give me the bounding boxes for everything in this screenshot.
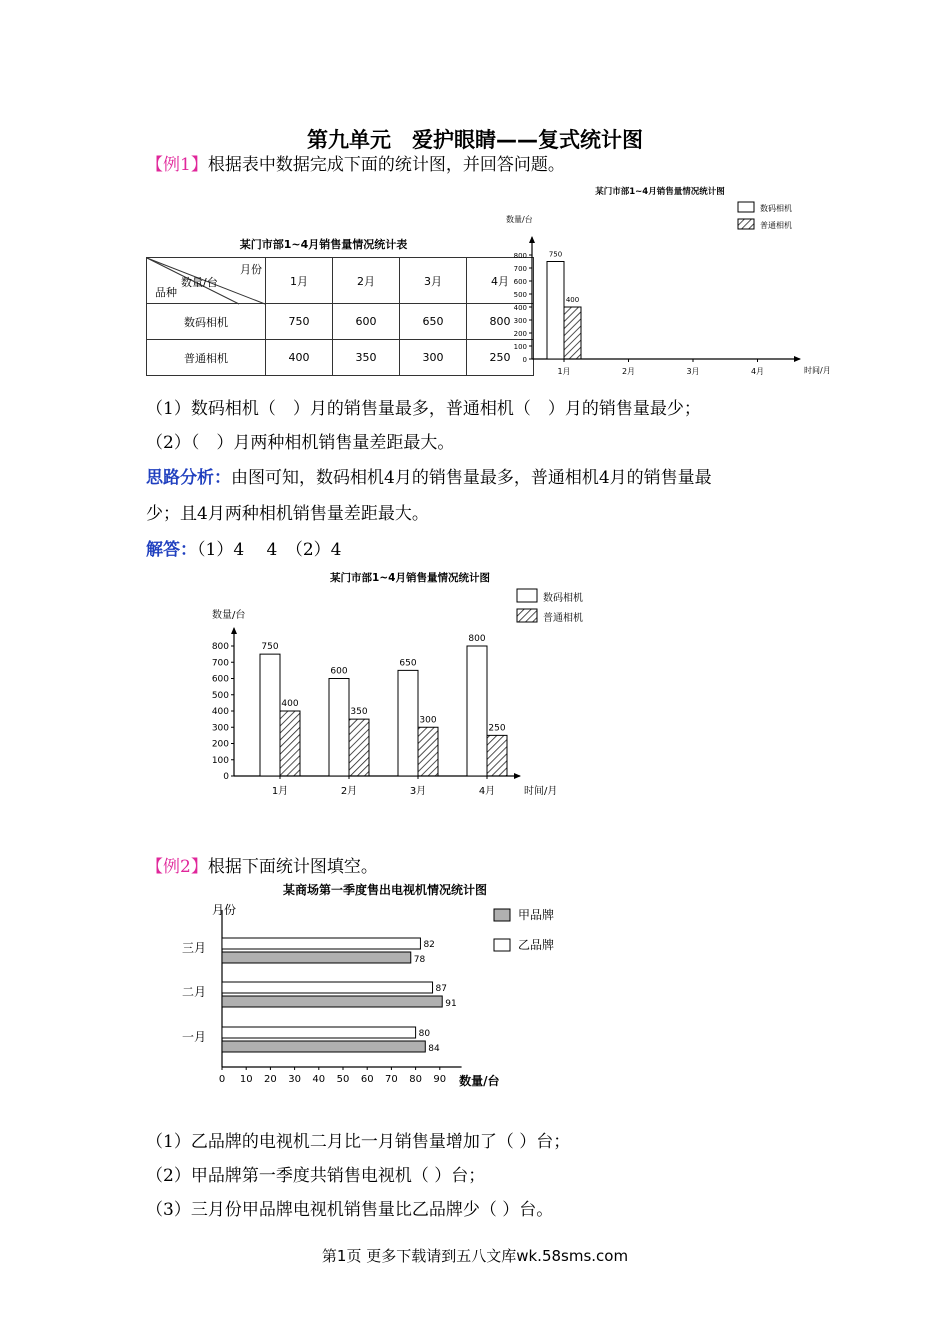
data-label: 84 [428, 1044, 440, 1054]
answer-text: （1）4 4 （2）4 [197, 540, 342, 560]
y-tick-label: 200 [211, 739, 229, 750]
y-axis-label: 数量/台 [212, 610, 246, 621]
analysis-text-2: 少；且4月两种相机销售量差距最大。 [146, 504, 429, 524]
y-tick-label: 0 [522, 356, 527, 364]
bar-jia [222, 996, 442, 1007]
corner-quantity: 数量/台 [181, 276, 218, 289]
data-label: 87 [435, 984, 447, 994]
chart-complete-bar [200, 565, 620, 805]
chart-title: 某商场第一季度售出电视机情况统计图 [282, 883, 488, 897]
data-label: 650 [399, 658, 417, 669]
x-tick-label: 50 [336, 1074, 350, 1085]
bar-normal [349, 719, 369, 776]
example1-tag: 【例1】 [146, 155, 208, 175]
x-tick-label: 40 [312, 1074, 326, 1085]
bar-digital [467, 646, 487, 776]
data-label: 78 [413, 955, 426, 965]
table-caption: 某门市部1~4月销售量情况统计表 [239, 238, 408, 251]
table-cell: 800 [467, 304, 534, 340]
page-footer: 第1页 更多下载请到五八文库wk.58sms.com [321, 1247, 629, 1265]
x-tick-label: 80 [409, 1074, 422, 1085]
y-tick-label: 0 [223, 772, 229, 782]
bar-yi [222, 982, 433, 993]
table-cell: 350 [333, 340, 400, 376]
x-tick-label: 1月 [271, 786, 289, 797]
table-cell: 400 [266, 340, 333, 376]
x-tick-label: 4月 [478, 786, 496, 797]
example2-prompt [146, 852, 378, 877]
y-tick-label: 700 [513, 265, 527, 273]
data-label: 400 [281, 699, 299, 709]
y-tick-label: 500 [513, 291, 527, 299]
x-tick-label: 4月 [750, 367, 765, 376]
x-tick-label: 70 [385, 1074, 398, 1085]
answer-label: 解答： [146, 540, 197, 560]
x-tick-label: 1月 [557, 367, 571, 376]
bar-digital [547, 262, 564, 360]
x-axis-arrow [514, 773, 521, 779]
y-tick-label: 600 [513, 278, 527, 286]
x-tick-label: 3月 [686, 367, 700, 376]
y-tick-label: 二月 [181, 985, 206, 999]
bar-normal [487, 735, 507, 776]
answer-line [146, 535, 341, 560]
bar-jia [222, 1041, 425, 1052]
bar-normal [564, 307, 581, 359]
legend-swatch-digital [517, 589, 537, 602]
x-tick-label: 3月 [409, 786, 427, 797]
x-tick-label: 90 [433, 1074, 447, 1085]
legend-label: 乙品牌 [518, 938, 555, 952]
x-axis-label: 时间/月 [804, 366, 831, 375]
legend-swatch-yi [494, 939, 510, 951]
table-row [147, 304, 534, 340]
x-axis-label: 数量/台 [459, 1074, 500, 1088]
y-tick-label: 300 [513, 317, 527, 325]
legend-label: 甲品牌 [518, 908, 555, 922]
legend-swatch-normal [738, 219, 754, 229]
table-cell: 600 [333, 304, 400, 340]
x-axis-label: 时间/月 [524, 786, 558, 797]
y-tick-label: 800 [513, 252, 527, 260]
legend-label: 普通相机 [760, 221, 792, 230]
legend-swatch-digital [738, 202, 754, 212]
analysis-label: 思路分析： [146, 468, 231, 488]
data-label: 600 [330, 666, 348, 677]
bar-normal [418, 727, 438, 776]
data-label: 250 [488, 723, 506, 734]
example1-question-1: （1）数码相机（ ）月的销售量最多，普通相机（ ）月的销售量最少； [146, 399, 701, 419]
y-tick-label: 500 [211, 690, 229, 701]
example2-text: 根据下面统计图填空。 [207, 857, 378, 877]
chart-partial-bar [500, 180, 831, 380]
x-axis-arrow [794, 356, 801, 362]
legend-label: 普通相机 [543, 613, 583, 624]
row-label: 普通相机 [147, 340, 266, 376]
chart-title: 某门市部1~4月销售量情况统计图 [330, 572, 490, 584]
data-label: 80 [418, 1029, 431, 1039]
y-tick-label: 200 [513, 330, 527, 338]
data-label: 350 [350, 707, 368, 718]
y-tick-label: 100 [513, 343, 527, 351]
table-header: 4月 [467, 258, 534, 304]
y-tick-label: 一月 [181, 1030, 206, 1044]
example1-prompt [146, 150, 565, 175]
x-tick-label: 2月 [340, 786, 358, 797]
y-tick-label: 600 [211, 674, 229, 685]
data-label: 750 [548, 250, 563, 259]
example2-question-1: （1）乙品牌的电视机二月比一月销售量增加了（ ）台； [146, 1132, 571, 1152]
corner-month: 月份 [240, 263, 262, 276]
table-cell: 750 [266, 304, 333, 340]
analysis-text-1: 由图可知，数码相机4月的销售量最多，普通相机4月的销售量最 [231, 468, 712, 488]
x-tick-label: 60 [360, 1074, 374, 1085]
legend-swatch-normal [517, 609, 537, 622]
table-header: 3月 [400, 258, 467, 304]
example1-text: 根据表中数据完成下面的统计图，并回答问题。 [207, 155, 565, 175]
data-label: 400 [565, 296, 580, 304]
bar-digital [329, 679, 349, 777]
y-tick-label: 400 [513, 304, 527, 312]
example2-question-3: （3）三月份甲品牌电视机销售量比乙品牌少（ ）台。 [146, 1200, 554, 1220]
data-label: 91 [445, 999, 457, 1009]
x-tick-label: 2月 [621, 367, 636, 376]
y-tick-label: 100 [211, 755, 229, 766]
y-tick-label: 400 [211, 707, 229, 717]
chart-title: 某门市部1~4月销售量情况统计图 [595, 187, 725, 197]
y-tick-label: 700 [211, 658, 229, 669]
table-cell: 250 [467, 340, 534, 376]
chart-horizontal-bar [170, 878, 590, 1098]
example1-question-2: （2）（ ）月两种相机销售量差距最大。 [146, 433, 455, 453]
y-axis-label: 数量/台 [506, 215, 533, 224]
row-label: 数码相机 [147, 304, 266, 340]
bar-digital [260, 654, 280, 776]
x-tick-label: 20 [264, 1074, 277, 1085]
bar-digital [398, 670, 418, 776]
bar-jia [222, 952, 411, 963]
y-tick-label: 300 [211, 723, 229, 734]
legend-label: 数码相机 [760, 204, 792, 213]
data-label: 750 [261, 642, 279, 653]
sales-table [146, 257, 534, 376]
y-axis-arrow [529, 236, 535, 243]
bar-normal [280, 711, 300, 776]
table-header: 2月 [333, 258, 400, 304]
example2-tag: 【例2】 [146, 857, 208, 877]
y-tick-label: 800 [211, 642, 229, 652]
page-title: 第九单元 爱护眼睛——复式统计图 [307, 128, 643, 152]
table-corner-cell [147, 258, 266, 304]
y-tick-label: 三月 [181, 941, 206, 955]
y-axis-arrow [231, 627, 237, 634]
data-label: 800 [468, 634, 486, 644]
example2-question-2: （2）甲品牌第一季度共销售电视机（ ）台； [146, 1166, 486, 1186]
x-tick-label: 30 [288, 1074, 301, 1085]
table-cell: 650 [400, 304, 467, 340]
legend-swatch-jia [494, 909, 510, 921]
corner-kind: 品种 [155, 286, 177, 299]
table-row [147, 340, 534, 376]
bar-yi [222, 938, 420, 949]
table-header: 1月 [266, 258, 333, 304]
analysis-line-1 [146, 463, 712, 488]
x-tick-label: 0 [218, 1074, 226, 1085]
y-axis-label: 月份 [212, 903, 237, 917]
legend-label: 数码相机 [543, 593, 583, 604]
table-cell: 300 [400, 340, 467, 376]
bar-yi [222, 1027, 416, 1038]
data-label: 300 [419, 715, 437, 726]
x-tick-label: 10 [239, 1074, 253, 1085]
data-label: 82 [423, 940, 435, 950]
